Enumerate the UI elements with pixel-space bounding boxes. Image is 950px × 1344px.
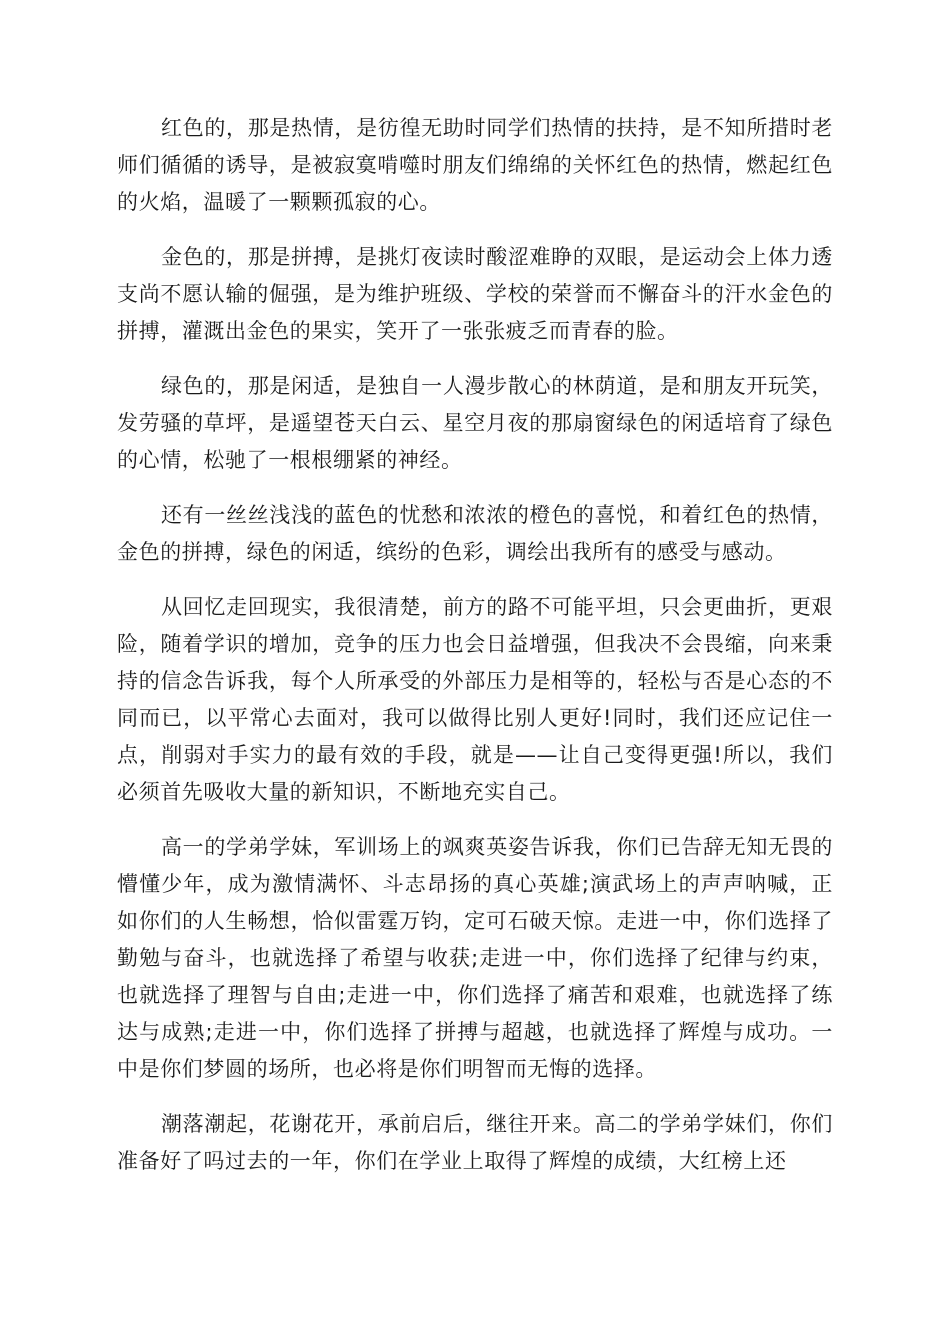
paragraph-red: 红色的，那是热情，是彷徨无助时同学们热情的扶持，是不知所措时老师们循循的诱导，是被寂寞啃噬时朋友们绵绵的关怀红色的热情，燃起红色的火焰，温暖了一颗颗孤寂的心。 bbox=[117, 116, 833, 214]
paragraph-green: 绿色的，那是闲适，是独自一人漫步散心的林荫道，是和朋友开玩笑，发劳骚的草坪，是遥望苍天白云、星空月夜的那扇窗绿色的闲适培育了绿色的心情，松驰了一根根绷紧的神经。 bbox=[117, 374, 833, 472]
paragraph-gold: 金色的，那是拼搏，是挑灯夜读时酸涩难睁的双眼，是运动会上体力透支尚不愿认输的倔强，是为维护班级、学校的荣誉而不懈奋斗的汗水金色的拼搏，灌溉出金色的果实，笑开了一张张疲乏而青春的脸。 bbox=[117, 245, 833, 343]
paragraph-reality: 从回忆走回现实，我很清楚，前方的路不可能平坦，只会更曲折，更艰险，随着学识的增加，竞争的压力也会日益增强，但我决不会畏缩，向来秉持的信念告诉我，每个人所承受的外部压力是相等的，轻松与否是心态的不同而已，以平常心去面对，我可以做得比别人更好!同时，我们还应记住一点，削弱对手实力的最有效的手段，就是——让自己变得更强!所以，我们必须首先吸收大量的新知识，不断地充实自己。 bbox=[117, 595, 833, 804]
paragraph-grade-two: 潮落潮起，花谢花开，承前启后，继往开来。高二的学弟学妹们，你们准备好了吗过去的一年，你们在学业上取得了辉煌的成绩，大红榜上还 bbox=[117, 1112, 833, 1173]
paragraph-blue-orange: 还有一丝丝浅浅的蓝色的忧愁和浓浓的橙色的喜悦，和着红色的热情，金色的拼搏，绿色的闲适，缤纷的色彩，调绘出我所有的感受与感动。 bbox=[117, 503, 833, 564]
document-page bbox=[117, 110, 833, 1198]
paragraph-grade-one: 高一的学弟学妹，军训场上的飒爽英姿告诉我，你们已告辞无知无畏的懵懂少年，成为激情满怀、斗志昂扬的真心英雄;演武场上的声声呐喊，正如你们的人生畅想，恰似雷霆万钧，定可石破天惊。走进一中，你们选择了勤勉与奋斗，也就选择了希望与收获;走进一中，你们选择了纪律与约束，也就选择了理智与自由;走进一中，你们选择了痛苦和艰难，也就选择了练达与成熟;走进一中，你们选择了拼搏与超越，也就选择了辉煌与成功。一中是你们梦圆的场所，也必将是你们明智而无悔的选择。 bbox=[117, 835, 833, 1081]
